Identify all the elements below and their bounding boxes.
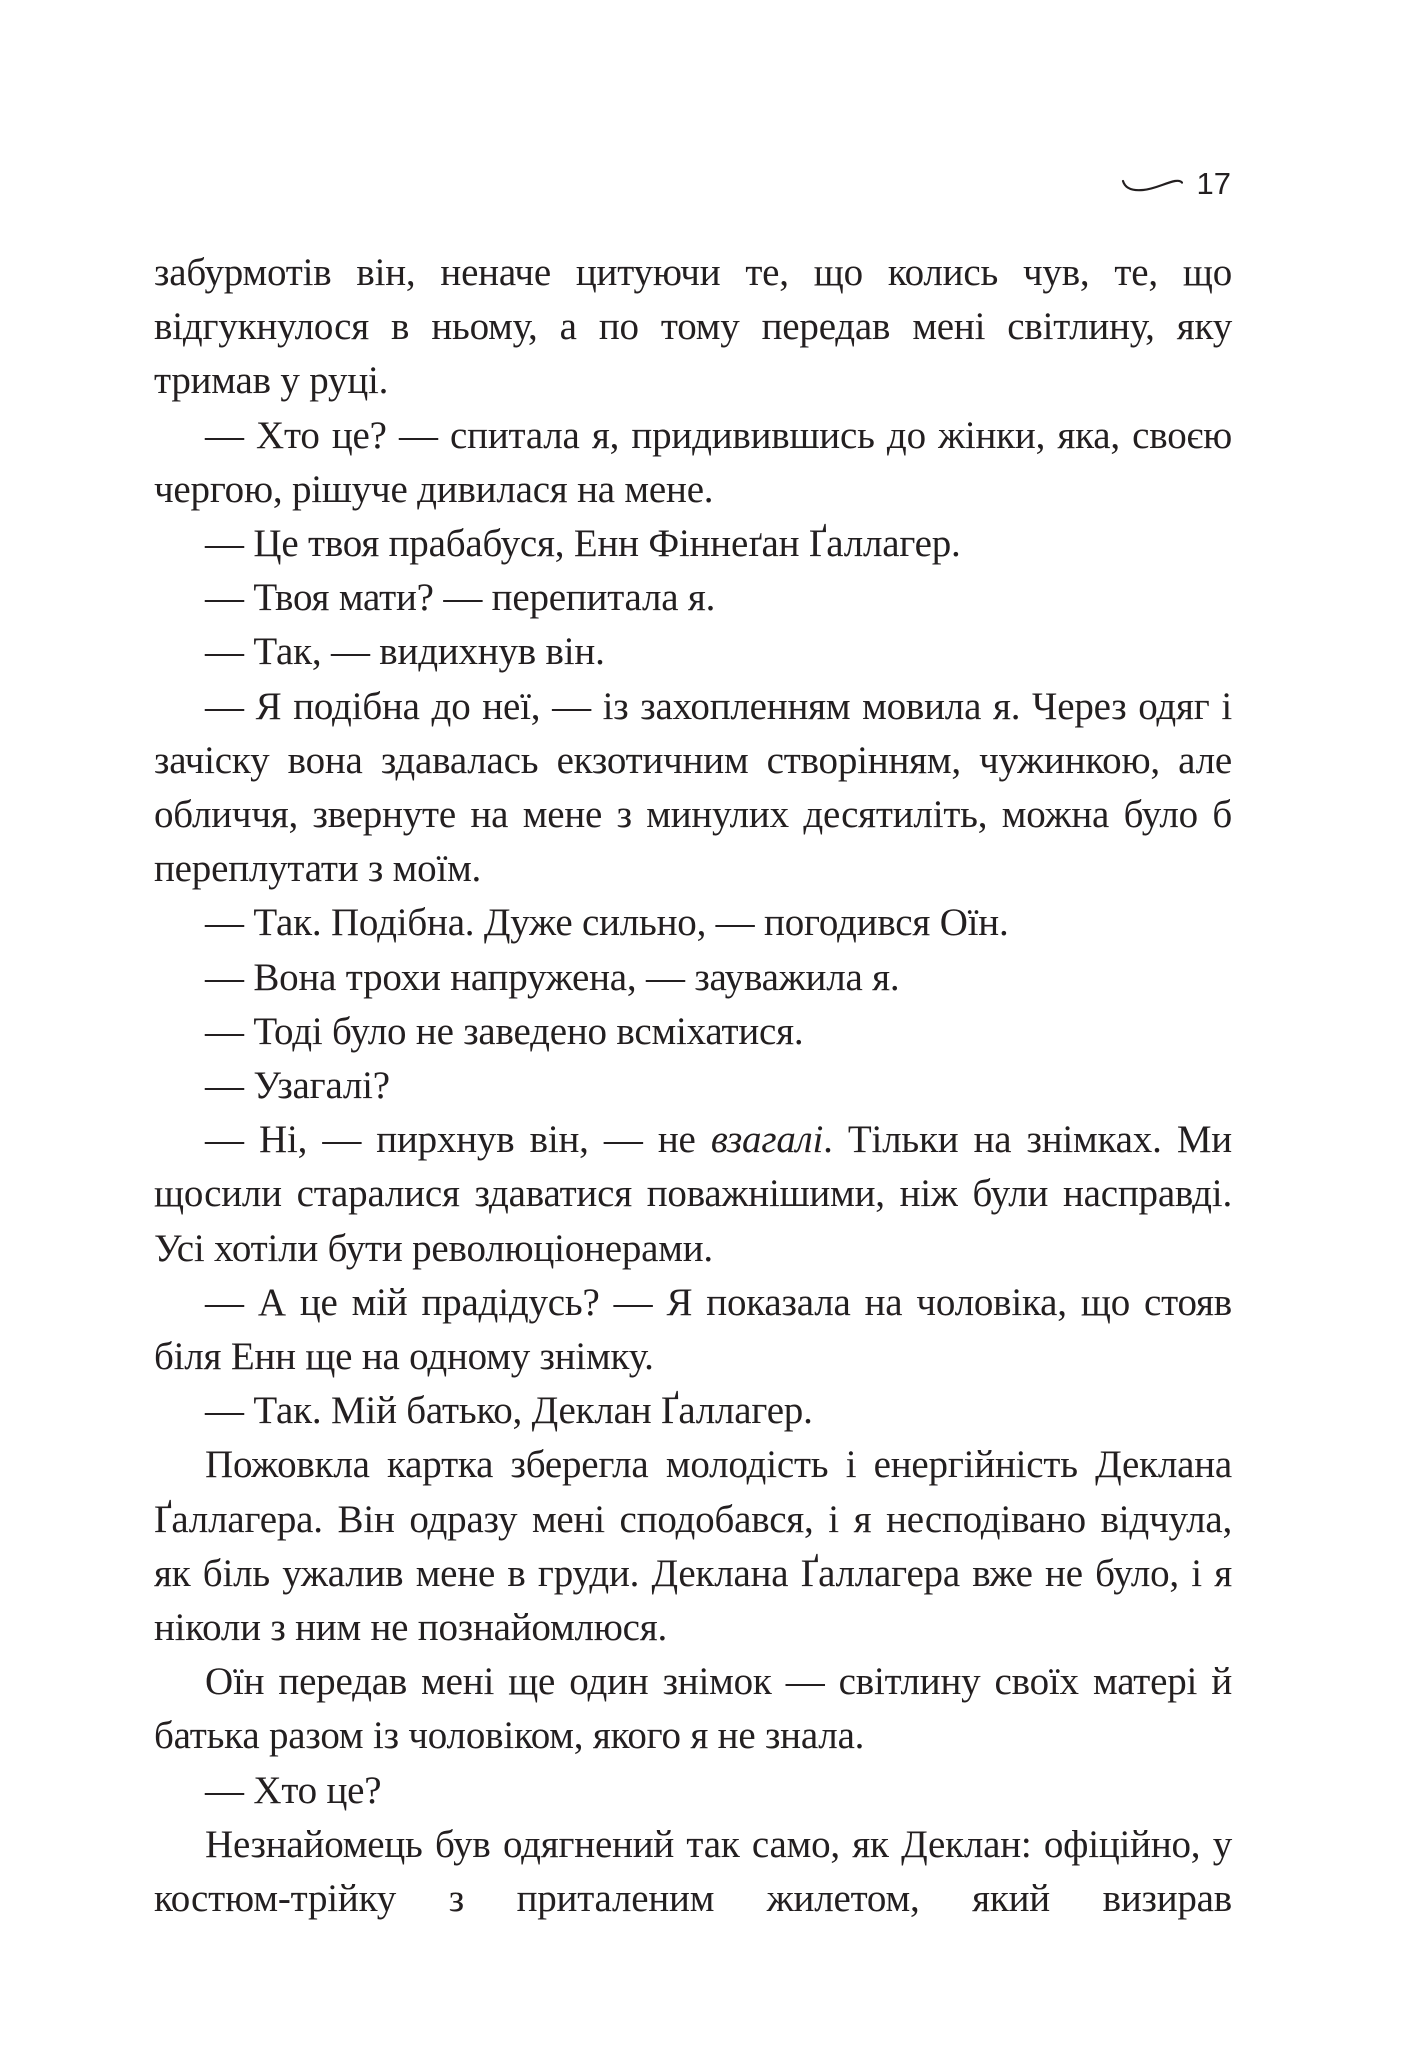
paragraph: — Тоді було не заведено всміхатися. [205,1009,804,1053]
paragraph: забурмотів він, неначе цитуючи те, що колись чув, те, що відгукнулося в ньому, а по тому передав мені світлину, яку тримав у руці. [154,251,1232,403]
paragraph: Пожовкла картка зберегла молодість і енергійність Деклана Ґаллагера. Він одразу мені сподобався, і я несподівано відчула, як біль ужалив мене в груди. Деклана Ґаллагера вже не було, і я ніколи з ним не познайомлюся. [154,1443,1232,1650]
paragraph: — Хто це? [205,1768,382,1812]
page-number: 17 [1196,166,1231,201]
swash-ornament-icon [1121,175,1183,193]
emphasized-word: взагалі [710,1118,824,1162]
body-text [154,246,1232,1926]
paragraph: — Узагалі? [205,1064,390,1108]
paragraph: Незнайомець був одягнений так само, як Деклан: офіційно, у костюм-трійку з приталеним жилетом, який визирав [154,1822,1232,1921]
paragraph-text: — Ні, — пирхнув він, — не [205,1118,711,1162]
paragraph: — Я подібна до неї, — із захопленням мовила я. Через одяг і зачіску вона здавалась екзотичним створінням, чужинкою, але обличчя, звернуте на мене з минулих десятиліть, можна було б переплутати з моїм. [154,684,1232,891]
running-header [1121,168,1231,199]
paragraph: — Це твоя прабабуся, Енн Фіннеґан Ґаллагер. [205,522,961,566]
paragraph [154,1113,1232,1276]
paragraph: — Так. Мій батько, Деклан Ґаллагер. [205,1389,813,1433]
paragraph: — Твоя мати? — перепитала я. [205,576,716,620]
paragraph-text: . Тільки на знімках. Ми щосили старалися здаватися поважнішими, ніж були насправді. Усі хотіли бути революціонерами. [154,1118,1232,1270]
paragraph: — Хто це? — спитала я, придивившись до жінки, яка, своєю чергою, рішуче дивилася на мене. [154,413,1232,511]
paragraph: — Так, — видихнув він. [205,630,605,674]
paragraph: — Так. Подібна. Дуже сильно, — погодився Оїн. [205,901,1009,945]
paragraph: Оїн передав мені ще один знімок — світлину своїх матері й батька разом із чоловіком, якого я не знала. [154,1660,1232,1758]
paragraph: — А це мій прадідусь? — Я показала на чоловіка, що стояв біля Енн ще на одному знімку. [154,1280,1232,1379]
paragraph: — Вона трохи напружена, — зауважила я. [205,955,900,999]
